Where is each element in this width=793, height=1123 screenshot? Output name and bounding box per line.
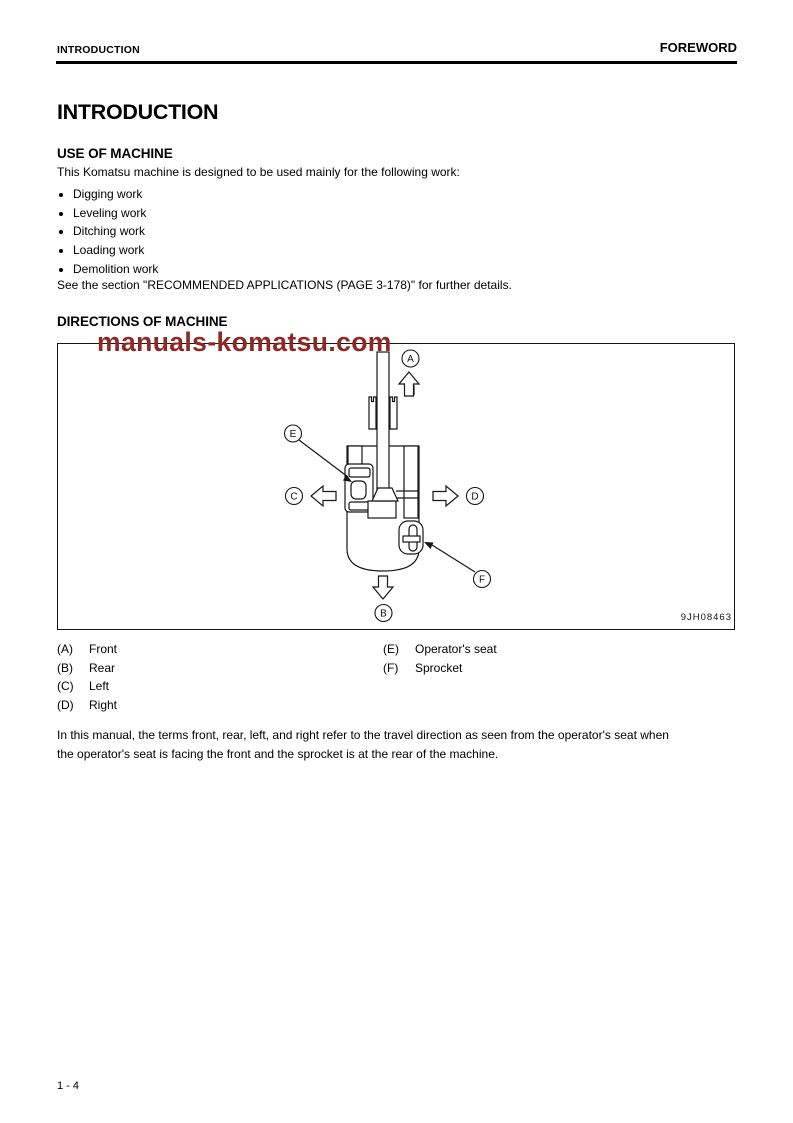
right-rail [404, 446, 418, 518]
legend-key: (C) [57, 679, 74, 694]
legend-label: Front [89, 642, 118, 656]
arrow-rear [373, 576, 393, 599]
legend-key: (F) [383, 660, 399, 675]
mark-letter-A: A [407, 354, 414, 365]
header-rule [56, 61, 737, 64]
legend-row [57, 659, 117, 678]
legend-label: Sprocket [415, 660, 463, 675]
mark-letter-D: D [471, 491, 479, 503]
seat-base [349, 502, 370, 510]
directions-figure [57, 343, 735, 630]
page-number: 1 - 4 [57, 1080, 80, 1092]
running-header-left: INTRODUCTION [57, 44, 140, 56]
see-also-reference: See the section "RECOMMENDED APPLICATIONS (PAGE 3-178)" for further details. [57, 278, 512, 292]
leader-arrowhead-sprocket [424, 542, 434, 549]
page-title: INTRODUCTION [57, 100, 219, 124]
legend-row [57, 677, 117, 696]
note-line: the operator's seat is facing the front and the sprocket is at the rear of the machine. [57, 747, 499, 761]
seat-cushion [351, 481, 366, 499]
legend-row [383, 659, 497, 678]
list-item: • Leveling work [73, 204, 457, 223]
watermark-text: manuals-komatsu.com [97, 327, 392, 357]
figure-code: 9JH08463 [680, 612, 732, 623]
list-item: • Loading work [73, 241, 457, 260]
leader-sprocket [432, 545, 475, 572]
arrow-front [399, 372, 419, 396]
legend-row [57, 696, 117, 715]
mark-letter-F: F [478, 574, 486, 586]
legend-row [57, 640, 117, 659]
legend-label: Operator's seat [415, 642, 497, 656]
boom-foot-base [368, 501, 396, 518]
work-type-list [57, 185, 457, 279]
boom-bracket-left [369, 397, 376, 429]
legend-label: Right [89, 698, 118, 713]
sprocket-bar [403, 536, 420, 542]
mark-letter-B: B [380, 608, 387, 620]
list-item: • Ditching work [73, 222, 457, 241]
figure-legend [0, 640, 793, 720]
mark-letter-C: C [290, 491, 298, 503]
boom-bracket-right [390, 397, 397, 429]
legend-key: (D) [57, 698, 74, 713]
directions-note [57, 726, 747, 764]
arrow-left [311, 486, 336, 506]
running-header-right: FOREWORD [659, 40, 737, 55]
legend-label: Left [89, 679, 110, 694]
legend-column-left [57, 640, 117, 715]
legend-key: (E) [383, 642, 399, 656]
section-heading-directions: DIRECTIONS OF MACHINE [57, 314, 228, 329]
legend-key: (B) [57, 660, 73, 675]
legend-column-right [383, 640, 497, 677]
machine-top-view-drawing [58, 344, 734, 629]
legend-key: (A) [57, 642, 73, 656]
use-of-machine-lead: This Komatsu machine is designed to be used mainly for the following work: [57, 165, 460, 179]
arrow-right [433, 486, 458, 506]
list-item: • Digging work [73, 185, 457, 204]
leader-operator-seat [299, 440, 348, 477]
section-heading-use-of-machine: USE OF MACHINE [57, 146, 173, 161]
legend-label: Rear [89, 660, 116, 675]
legend-row [383, 640, 497, 659]
list-item: • Demolition work [73, 260, 457, 279]
note-line: In this manual, the terms front, rear, left, and right refer to the travel direction as seen from the operator's seat when [57, 728, 669, 742]
boom [377, 352, 389, 491]
mark-letter-E: E [289, 429, 297, 440]
seat-back [349, 468, 370, 477]
